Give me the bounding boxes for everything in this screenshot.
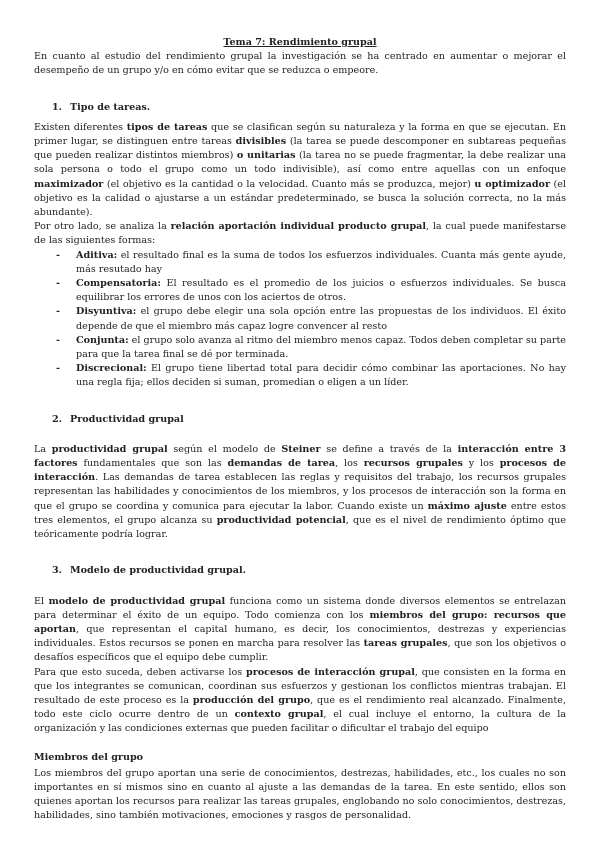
bold-term: productividad grupal xyxy=(51,443,168,455)
bold-term: recursos grupales xyxy=(363,458,463,470)
list-item-text: El resultado es el promedio de los juicios o esfuerzos individuales. Se busca equilibrar los errores de unos con los aciertos de otros. xyxy=(76,278,566,304)
section-2-number: 2. xyxy=(52,413,63,425)
spacer xyxy=(34,391,566,401)
bold-term: recursos que aportan xyxy=(34,609,566,635)
bold-term: u optimizador xyxy=(474,178,550,190)
text-run: funciona como un sistema donde diversos elementos se entrelazan para determinar el éxito de un equipo. Todo comienza con los xyxy=(34,595,566,621)
spacer xyxy=(34,433,566,443)
text-run: fundamentales que son las xyxy=(77,458,228,470)
text-run: , que es el nivel de rendimiento óptimo que teóricamente podría lograr. xyxy=(34,514,567,541)
text-run: Los miembros del grupo aportan una serie de conocimientos, destrezas, habilidades, etc., los cuales no son importantes en sí mismos sino en cuanto al ajuste a las demandas de la tarea. En este sentido, ellos son quienes aportan los recursos para realizar las tareas grupales, englobando no solo conocimientos, destrezas, habilidades, sino también motivaciones, emociones y rasgos de personalidad. xyxy=(34,767,566,822)
bold-term: maximizador xyxy=(34,178,104,190)
bold-term: interacción entre 3 factores xyxy=(34,443,567,470)
section-3-paragraph-1 xyxy=(34,595,566,666)
bold-term: divisibles xyxy=(235,136,287,148)
intro-paragraph xyxy=(34,50,566,78)
list-item-text: El grupo tiene libertad total para decidir cómo combinar las aportaciones. No hay una regla fija; ellos deciden si suman, promedian o eligen a un líder. xyxy=(76,363,566,389)
section-1-paragraph-1 xyxy=(34,121,566,220)
text-run: , que representan el capital humano, es decir, los conocimientos, destrezas y experiencias individuales. Estos recursos se ponen en marcha para resolver las xyxy=(34,623,566,650)
list-item-term: Compensatoria: xyxy=(76,278,161,290)
text-run: Por otro lado, se analiza la xyxy=(34,221,171,233)
list-item xyxy=(76,362,566,390)
spacer xyxy=(34,79,566,89)
section-3-paragraph-2 xyxy=(34,666,566,737)
text-run: (la tarea no se puede fragmentar, la debe realizar una sola persona o todo el grupo como un todo indivisible), así como entre aquellas con un enfoque xyxy=(34,150,566,176)
subsection-paragraph xyxy=(34,767,566,824)
list-item-text: el resultado final es la suma de todos los esfuerzos individuales. Cuanta más gente ayude, más resutado hay xyxy=(76,249,566,275)
intro-text: En cuanto al estudio del rendimiento grupal la investigación se ha centrado en aumentar o mejorar el desempeño de un grupo y/o en cómo evitar que se reduzca o empeore. xyxy=(34,51,566,77)
list-item xyxy=(76,277,566,305)
section-2-paragraph xyxy=(34,443,566,542)
section-3-heading xyxy=(34,564,566,578)
list-item-term: Disyuntiva: xyxy=(76,306,137,318)
section-1-paragraph-2 xyxy=(34,220,566,248)
text-run: entre estos tres elementos, el grupo alcanza su xyxy=(34,500,566,526)
text-run: según el modelo de xyxy=(167,443,282,455)
text-run: Existen diferentes xyxy=(34,121,127,133)
section-1-heading xyxy=(34,101,566,115)
text-run: , que son los objetivos o desafíos específicos que el equipo debe cumplir. xyxy=(34,638,566,664)
bold-term: demandas de tarea xyxy=(227,458,336,470)
text-run: , que es el rendimiento real alcanzado. Finalmente, todo este ciclo ocurre dentro de un xyxy=(34,694,566,721)
contribution-types-list xyxy=(34,249,566,391)
bold-term: relación aportación individual producto grupal xyxy=(170,221,427,233)
page-title: Tema 7: Rendimiento grupal xyxy=(223,37,377,48)
bold-term: : xyxy=(483,609,494,621)
spacer xyxy=(34,585,566,595)
list-item-term: Aditiva: xyxy=(76,249,118,261)
text-run: (el objetivo es la cantidad o la velocidad. Cuanto más se produzca, mejor) xyxy=(103,178,475,190)
section-1-title: Tipo de tareas. xyxy=(70,101,151,113)
spacer xyxy=(34,737,566,751)
bold-term: procesos de interacción grupal xyxy=(245,666,415,678)
text-run: . Las demandas de tarea establecen las reglas y requisitos del trabajo, los recursos grupales representan las habilidades y conocimientos de los miembros, y los procesos de interacción son la forma en que el grupo se coordina y comunica para ejecutar la labor. Cuando existe un xyxy=(34,472,566,512)
section-1-number: 1. xyxy=(52,101,63,113)
text-run: y los xyxy=(462,458,500,470)
text-run: (el objetivo es la calidad o ajustarse a un estándar predeterminado, se busca la solución correcta, no la más abundante). xyxy=(34,178,566,219)
bold-term: modelo de productividad grupal xyxy=(48,595,226,607)
bold-term: máximo ajuste xyxy=(427,500,507,512)
section-3-number: 3. xyxy=(52,565,63,577)
section-2-title: Productividad grupal xyxy=(70,413,184,425)
text-run: , la cual puede manifestarse de las siguientes formas: xyxy=(34,221,566,247)
bold-term: tareas grupales xyxy=(363,638,448,650)
subsection-title: Miembros del grupo xyxy=(34,751,144,763)
bold-term: o unitarias xyxy=(236,150,296,162)
text-run: Para que esto suceda, deben activarse los xyxy=(34,666,246,678)
text-run: , que consisten en la forma en que los integrantes se comunican, coordinan sus esfuerzos y gestionan los conflictos mientras trabajan. El resultado de este proceso es la xyxy=(34,666,566,706)
text-run: La xyxy=(34,443,52,455)
list-item-text: el grupo solo avanza al ritmo del miembro menos capaz. Todos deben completar su parte para que la tarea final se dé por terminada. xyxy=(76,334,566,361)
section-3-title: Modelo de productividad grupal. xyxy=(70,565,246,577)
text-run: El xyxy=(34,595,49,607)
list-item-term: Conjunta: xyxy=(76,334,129,346)
bold-term: miembros del grupo xyxy=(369,609,484,621)
text-run: se define a través de la xyxy=(320,443,458,455)
list-item-term: Discrecional: xyxy=(76,363,147,375)
section-2-heading xyxy=(34,413,566,427)
text-run: (la tarea se puede descomponer en subtareas pequeñas que pueden realizar distintos miembros) xyxy=(34,136,566,162)
spacer xyxy=(34,542,566,552)
text-run: que se clasifican según su naturaleza y la forma en que se ejecutan. En primer lugar, se distinguen entre tareas xyxy=(34,121,566,148)
list-item xyxy=(76,334,566,362)
bold-term: producción del grupo xyxy=(192,694,311,706)
bold-term: contexto grupal xyxy=(234,709,324,721)
text-run: , el cual incluye el entorno, la cultura de la organización y las condiciones externas que pueden facilitar o dificultar el trabajo del equipo xyxy=(34,709,566,735)
bold-term: Steiner xyxy=(281,443,321,455)
list-item-text: el grupo debe elegir una sola opción entre las propuestas de los individuos. El éxito depende de que el miembro más capaz logre convencer al resto xyxy=(76,306,566,332)
text-run: , los xyxy=(335,458,364,470)
subsection-heading xyxy=(34,751,566,765)
list-item xyxy=(76,249,566,277)
list-item xyxy=(76,305,566,333)
bold-term: procesos de interacción xyxy=(34,458,566,484)
bold-term: productividad potencial xyxy=(216,514,346,526)
bold-term: tipos de tareas xyxy=(126,121,208,133)
